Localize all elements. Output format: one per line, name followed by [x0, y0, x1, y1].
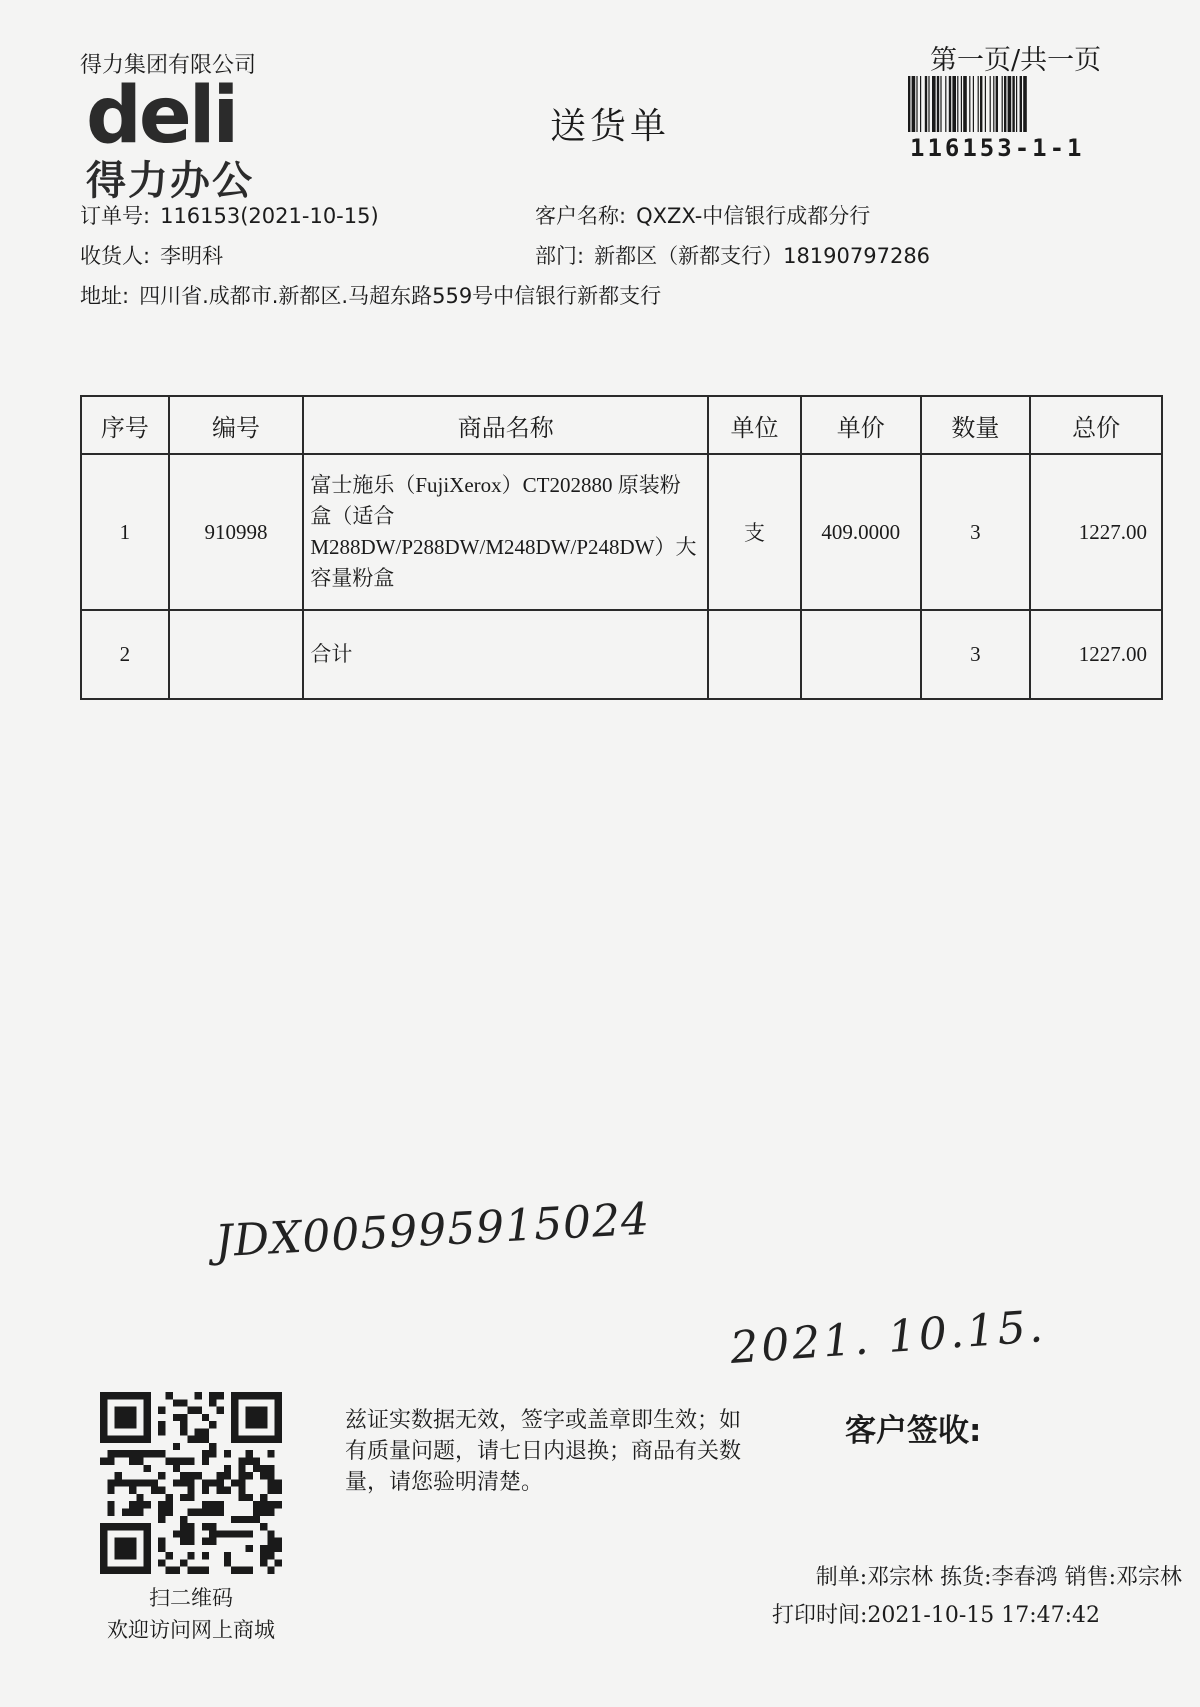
staff-info: 制单:邓宗林 拣货:李春鸿 销售:邓宗林 — [815, 1565, 1182, 1590]
barcode-bar — [912, 76, 916, 132]
barcode-bar — [932, 76, 936, 132]
qr-caption-line-2: 欢迎访问网上商城 — [107, 1618, 275, 1642]
logo-brand-text: deli — [86, 80, 237, 161]
qr-module — [238, 1494, 245, 1501]
barcode-bar — [993, 76, 994, 132]
header-product-name: 商品名称 — [303, 396, 708, 454]
qr-module — [129, 1479, 136, 1486]
qr-module — [136, 1501, 143, 1508]
qr-module — [180, 1523, 187, 1530]
qr-module — [202, 1450, 209, 1457]
qr-module — [136, 1479, 143, 1486]
items-table — [80, 395, 1163, 700]
qr-module — [209, 1538, 216, 1545]
customer-name-value: QXZX-中信银行成都分行 — [636, 204, 871, 228]
qr-module — [129, 1508, 136, 1515]
cell-unit-price — [801, 610, 921, 699]
qr-module — [216, 1487, 223, 1494]
qr-code — [100, 1392, 282, 1574]
document-title: 送货单 — [550, 106, 671, 147]
cell-total: 1227.00 — [1030, 454, 1162, 610]
handwritten-tracking-number: JDX005995915024 — [213, 1193, 652, 1268]
qr-module — [202, 1538, 209, 1545]
qr-module — [136, 1508, 143, 1515]
qr-module — [267, 1538, 274, 1545]
qr-module — [187, 1487, 194, 1494]
qr-module — [129, 1487, 136, 1494]
qr-module — [187, 1436, 194, 1443]
qr-module — [144, 1450, 151, 1457]
qr-module — [260, 1559, 267, 1566]
barcode-bar — [940, 76, 941, 132]
qr-module — [209, 1392, 216, 1399]
qr-module — [238, 1530, 245, 1537]
qr-module — [122, 1450, 129, 1457]
qr-module — [158, 1516, 165, 1523]
barcode-bar — [952, 76, 956, 132]
qr-module — [202, 1523, 209, 1530]
header-code: 编号 — [169, 396, 304, 454]
qr-module — [209, 1450, 216, 1457]
qr-module — [224, 1487, 231, 1494]
qr-module — [107, 1450, 114, 1457]
qr-module — [231, 1516, 238, 1523]
qr-module — [260, 1494, 267, 1501]
department-value: 新都区（新都支行）18190797286 — [594, 244, 931, 268]
qr-module — [231, 1567, 238, 1574]
qr-module — [180, 1472, 187, 1479]
qr-module — [267, 1479, 274, 1486]
qr-module — [216, 1479, 223, 1486]
qr-module — [173, 1443, 180, 1450]
qr-module — [267, 1552, 274, 1559]
qr-module — [195, 1472, 202, 1479]
qr-module — [202, 1458, 209, 1465]
print-time: 打印时间:2021-10-15 17:47:42 — [772, 1603, 1101, 1628]
qr-module — [246, 1494, 253, 1501]
qr-module — [151, 1479, 158, 1486]
barcode — [908, 76, 1122, 132]
order-number-label: 订单号: — [80, 204, 151, 228]
qr-module — [129, 1450, 136, 1457]
qr-module — [267, 1472, 274, 1479]
qr-module — [158, 1428, 165, 1435]
qr-module — [180, 1421, 187, 1428]
qr-module — [202, 1479, 209, 1486]
header-quantity: 数量 — [921, 396, 1031, 454]
qr-module — [275, 1479, 282, 1486]
qr-module — [267, 1465, 274, 1472]
qr-module — [158, 1508, 165, 1515]
notice-text: 兹证实数据无效，签字或盖章即生效；如有质量问题，请七日内退换；商品有关数量，请您验明清楚。 — [345, 1408, 742, 1495]
qr-module — [187, 1407, 194, 1414]
qr-module — [246, 1472, 253, 1479]
table-header-row — [81, 396, 1162, 454]
cell-quantity: 3 — [921, 610, 1031, 699]
qr-module — [158, 1472, 165, 1479]
qr-module — [166, 1392, 173, 1399]
qr-module — [195, 1428, 202, 1435]
barcode-bar — [985, 76, 986, 132]
qr-module — [267, 1450, 274, 1457]
qr-module — [216, 1472, 223, 1479]
qr-module — [238, 1465, 245, 1472]
qr-module — [209, 1523, 216, 1530]
qr-module — [224, 1450, 231, 1457]
qr-module — [202, 1567, 209, 1574]
barcode-bar — [908, 76, 910, 132]
order-number-value: 116153(2021-10-15) — [160, 204, 379, 228]
qr-module — [231, 1479, 238, 1486]
qr-finder-center — [246, 1407, 268, 1429]
qr-module — [246, 1545, 253, 1552]
qr-module — [151, 1450, 158, 1457]
qr-module — [216, 1508, 223, 1515]
qr-module — [267, 1501, 274, 1508]
qr-module — [187, 1552, 194, 1559]
barcode-bar — [1012, 76, 1014, 132]
qr-module — [158, 1407, 165, 1414]
qr-module — [107, 1487, 114, 1494]
qr-module — [115, 1479, 122, 1486]
qr-module — [209, 1501, 216, 1508]
qr-module — [224, 1472, 231, 1479]
qr-module — [187, 1538, 194, 1545]
qr-module — [180, 1516, 187, 1523]
qr-module — [260, 1465, 267, 1472]
qr-module — [129, 1458, 136, 1465]
qr-module — [260, 1552, 267, 1559]
header-total: 总价 — [1030, 396, 1162, 454]
qr-module — [275, 1487, 282, 1494]
barcode-bar — [928, 76, 929, 132]
qr-module — [173, 1458, 180, 1465]
qr-module — [275, 1538, 282, 1545]
qr-module — [209, 1508, 216, 1515]
qr-caption — [80, 1582, 302, 1646]
qr-module — [267, 1508, 274, 1515]
qr-module — [246, 1450, 253, 1457]
qr-module — [209, 1530, 216, 1537]
qr-module — [246, 1458, 253, 1465]
qr-module — [260, 1523, 267, 1530]
qr-module — [260, 1472, 267, 1479]
barcode-bar — [990, 76, 991, 132]
qr-module — [260, 1508, 267, 1515]
receiver-label: 收货人: — [80, 244, 151, 268]
qr-module — [151, 1487, 158, 1494]
qr-module — [209, 1479, 216, 1486]
barcode-bar — [961, 76, 962, 132]
qr-module — [100, 1458, 107, 1465]
qr-module — [115, 1450, 122, 1457]
cell-unit: 支 — [708, 454, 801, 610]
barcode-bar — [949, 76, 951, 132]
qr-module — [238, 1567, 245, 1574]
qr-module — [187, 1458, 194, 1465]
table-row-total — [81, 610, 1162, 699]
qr-module — [166, 1458, 173, 1465]
qr-module — [180, 1559, 187, 1566]
qr-module — [136, 1450, 143, 1457]
qr-module — [144, 1465, 151, 1472]
qr-module — [173, 1414, 180, 1421]
qr-module — [202, 1414, 209, 1421]
qr-module — [158, 1487, 165, 1494]
barcode-bar — [973, 76, 974, 132]
qr-module — [180, 1494, 187, 1501]
qr-module — [202, 1501, 209, 1508]
table-row — [81, 454, 1162, 610]
barcode-bar — [1020, 76, 1022, 132]
qr-module — [158, 1538, 165, 1545]
qr-module — [224, 1465, 231, 1472]
qr-module — [173, 1399, 180, 1406]
barcode-bar — [980, 76, 982, 132]
qr-module — [180, 1479, 187, 1486]
qr-module — [246, 1516, 253, 1523]
qr-module — [166, 1494, 173, 1501]
cell-unit — [708, 610, 801, 699]
qr-module — [158, 1545, 165, 1552]
qr-module — [216, 1407, 223, 1414]
qr-module — [275, 1559, 282, 1566]
qr-module — [202, 1428, 209, 1435]
customer-signature-label: 客户签收: — [845, 1413, 982, 1449]
qr-module — [173, 1465, 180, 1472]
cell-seq: 1 — [81, 454, 169, 610]
barcode-bar — [963, 76, 967, 132]
qr-module — [180, 1399, 187, 1406]
barcode-bar — [1016, 76, 1017, 132]
cell-seq: 2 — [81, 610, 169, 699]
cell-code — [169, 610, 304, 699]
qr-module — [260, 1545, 267, 1552]
receiver — [80, 240, 223, 270]
qr-module — [187, 1472, 194, 1479]
qr-module — [238, 1458, 245, 1465]
qr-module — [195, 1567, 202, 1574]
qr-module — [275, 1545, 282, 1552]
qr-module — [158, 1501, 165, 1508]
barcode-bar — [996, 76, 998, 132]
qr-module — [180, 1414, 187, 1421]
qr-module — [180, 1538, 187, 1545]
qr-module — [187, 1530, 194, 1537]
qr-module — [166, 1567, 173, 1574]
qr-module — [202, 1487, 209, 1494]
qr-module — [238, 1479, 245, 1486]
qr-module — [173, 1530, 180, 1537]
qr-module — [216, 1501, 223, 1508]
qr-module — [166, 1501, 173, 1508]
qr-module — [180, 1428, 187, 1435]
qr-module — [136, 1494, 143, 1501]
customer-name-label: 客户名称: — [535, 204, 627, 228]
barcode-bar — [1008, 76, 1012, 132]
qr-module — [224, 1552, 231, 1559]
qr-module — [173, 1567, 180, 1574]
cell-total: 1227.00 — [1030, 610, 1162, 699]
handwritten-date: 2021. 10.15. — [728, 1301, 1048, 1374]
qr-module — [107, 1501, 114, 1508]
qr-module — [267, 1487, 274, 1494]
qr-module — [253, 1458, 260, 1465]
qr-module — [238, 1516, 245, 1523]
qr-module — [209, 1399, 216, 1406]
qr-module — [238, 1487, 245, 1494]
qr-module — [115, 1472, 122, 1479]
qr-module — [224, 1530, 231, 1537]
qr-module — [195, 1508, 202, 1515]
qr-module — [107, 1508, 114, 1515]
qr-module — [209, 1443, 216, 1450]
qr-module — [209, 1421, 216, 1428]
customer-name — [535, 200, 870, 230]
order-number — [80, 200, 379, 230]
qr-module — [144, 1501, 151, 1508]
barcode-bar — [1023, 76, 1027, 132]
qr-module — [187, 1494, 194, 1501]
qr-module — [253, 1516, 260, 1523]
qr-module — [187, 1567, 194, 1574]
qr-module — [166, 1552, 173, 1559]
barcode-bar — [1004, 76, 1006, 132]
barcode-bar — [937, 76, 939, 132]
qr-module — [195, 1392, 202, 1399]
qr-module — [158, 1450, 165, 1457]
barcode-bar — [916, 76, 917, 132]
cell-product-name: 富士施乐（FujiXerox）CT202880 原装粉盒（适合M288DW/P288DW/M248DW/P248DW）大容量粉盒 — [303, 454, 708, 610]
barcode-bar — [957, 76, 958, 132]
qr-module — [202, 1508, 209, 1515]
header-unit-price: 单价 — [801, 396, 921, 454]
qr-module — [195, 1407, 202, 1414]
qr-module — [166, 1508, 173, 1515]
deli-logo — [84, 80, 284, 200]
address-label: 地址: — [80, 284, 130, 308]
header-seq: 序号 — [81, 396, 169, 454]
barcode-bar — [978, 76, 979, 132]
qr-module — [122, 1508, 129, 1515]
qr-module — [107, 1458, 114, 1465]
qr-module — [180, 1458, 187, 1465]
qr-module — [224, 1559, 231, 1566]
qr-module — [260, 1501, 267, 1508]
qr-module — [180, 1530, 187, 1537]
qr-module — [202, 1552, 209, 1559]
qr-finder-center — [115, 1407, 137, 1429]
qr-module — [253, 1465, 260, 1472]
barcode-bar — [945, 76, 946, 132]
address-value: 四川省.成都市.新都区.马超东路559号中信银行新都支行 — [139, 284, 662, 308]
qr-module — [216, 1530, 223, 1537]
qr-module — [136, 1458, 143, 1465]
barcode-bar — [925, 76, 927, 132]
cell-code: 910998 — [169, 454, 304, 610]
qr-caption-line-1: 扫二维码 — [149, 1586, 233, 1610]
barcode-bar — [920, 76, 921, 132]
qr-module — [187, 1479, 194, 1486]
qr-module — [187, 1508, 194, 1515]
qr-module — [158, 1559, 165, 1566]
barcode-bar — [1002, 76, 1003, 132]
page-indicator: 第一页/共一页 — [930, 45, 1102, 76]
department-label: 部门: — [535, 244, 585, 268]
qr-module — [267, 1545, 274, 1552]
company-name: 得力集团有限公司 — [80, 53, 257, 78]
barcode-bar — [969, 76, 970, 132]
address — [80, 280, 661, 310]
qr-module — [246, 1567, 253, 1574]
qr-module — [158, 1421, 165, 1428]
qr-module — [231, 1530, 238, 1537]
barcode-number: 116153-1-1 — [910, 134, 1085, 162]
qr-module — [107, 1479, 114, 1486]
qr-module — [173, 1479, 180, 1486]
logo-chinese-text: 得力办公 — [86, 158, 254, 200]
cell-product-name: 合计 — [303, 610, 708, 699]
qr-module — [216, 1392, 223, 1399]
qr-module — [122, 1479, 129, 1486]
qr-finder-center — [115, 1538, 137, 1560]
qr-module — [238, 1472, 245, 1479]
qr-module — [129, 1501, 136, 1508]
cell-unit-price: 409.0000 — [801, 454, 921, 610]
qr-module — [275, 1501, 282, 1508]
qr-module — [253, 1501, 260, 1508]
qr-module — [195, 1436, 202, 1443]
qr-module — [253, 1508, 260, 1515]
cell-quantity: 3 — [921, 454, 1031, 610]
header-unit: 单位 — [708, 396, 801, 454]
receiver-value: 李明科 — [160, 244, 224, 268]
qr-module — [144, 1479, 151, 1486]
department — [535, 240, 930, 270]
qr-module — [246, 1530, 253, 1537]
qr-module — [267, 1530, 274, 1537]
qr-module — [202, 1436, 209, 1443]
qr-module — [187, 1523, 194, 1530]
qr-module — [267, 1567, 274, 1574]
